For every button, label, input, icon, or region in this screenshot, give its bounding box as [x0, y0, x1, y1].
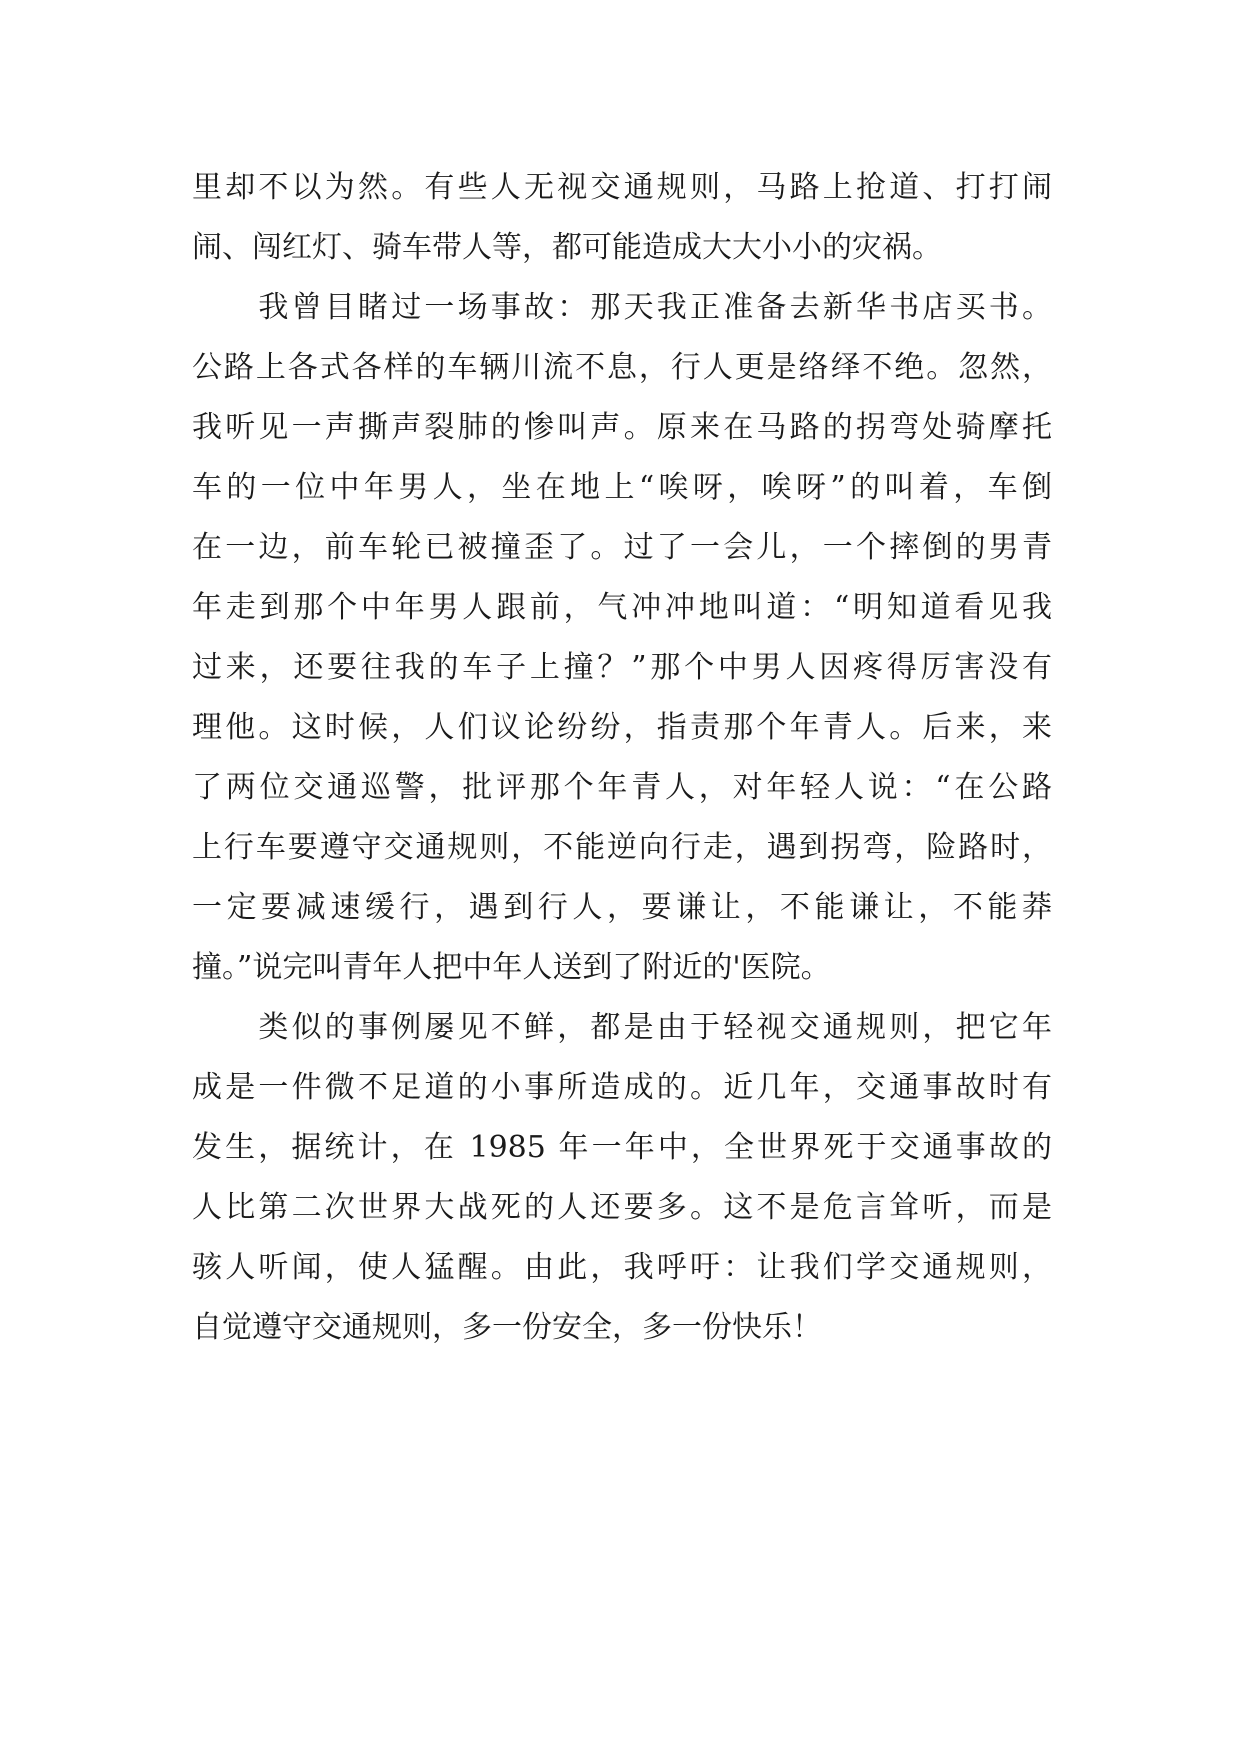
text-line: 里却不以为然。有些人无视交通规则，马路上抢道、打打闹 — [192, 170, 1052, 205]
text-line: 骇人听闻，使人猛醒。由此，我呼吁：让我们学交通规则， — [192, 1250, 1052, 1285]
essay-body — [192, 158, 1052, 1358]
text-line: 撞。”说完叫青年人把中年人送到了附近的'医院。 — [192, 950, 831, 985]
text-line: 类似的事例屡见不鲜，都是由于轻视交通规则，把它年 — [192, 1010, 1052, 1045]
text-line: 我曾目睹过一场事故：那天我正准备去新华书店买书。 — [192, 290, 1052, 325]
text-line: 我听见一声撕声裂肺的惨叫声。原来在马路的拐弯处骑摩托 — [192, 410, 1052, 445]
text-line: 理他。这时候，人们议论纷纷，指责那个年青人。后来，来 — [192, 710, 1052, 745]
text-line: 一定要减速缓行，遇到行人，要谦让，不能谦让，不能莽 — [192, 890, 1052, 925]
text-line: 闹、闯红灯、骑车带人等，都可能造成大大小小的灾祸。 — [192, 230, 942, 265]
text-line: 车的一位中年男人，坐在地上“唉呀，唉呀”的叫着，车倒 — [192, 470, 1052, 505]
text-line: 过来，还要往我的车子上撞？”那个中男人因疼得厉害没有 — [192, 650, 1052, 685]
text-line: 发生，据统计，在 1985 年一年中，全世界死于交通事故的 — [192, 1130, 1052, 1165]
text-line: 成是一件微不足道的小事所造成的。近几年，交通事故时有 — [192, 1070, 1052, 1105]
text-line: 人比第二次世界大战死的人还要多。这不是危言耸听，而是 — [192, 1190, 1052, 1225]
text-line: 年走到那个中年男人跟前，气冲冲地叫道：“明知道看见我 — [192, 590, 1052, 625]
text-line: 上行车要遵守交通规则，不能逆向行走，遇到拐弯，险路时， — [192, 830, 1052, 865]
text-line: 了两位交通巡警，批评那个年青人，对年轻人说：“在公路 — [192, 770, 1052, 805]
text-line: 自觉遵守交通规则，多一份安全，多一份快乐！ — [192, 1310, 822, 1345]
text-line: 在一边，前车轮已被撞歪了。过了一会儿，一个摔倒的男青 — [192, 530, 1052, 565]
text-line: 公路上各式各样的车辆川流不息，行人更是络绎不绝。忽然， — [192, 350, 1052, 385]
